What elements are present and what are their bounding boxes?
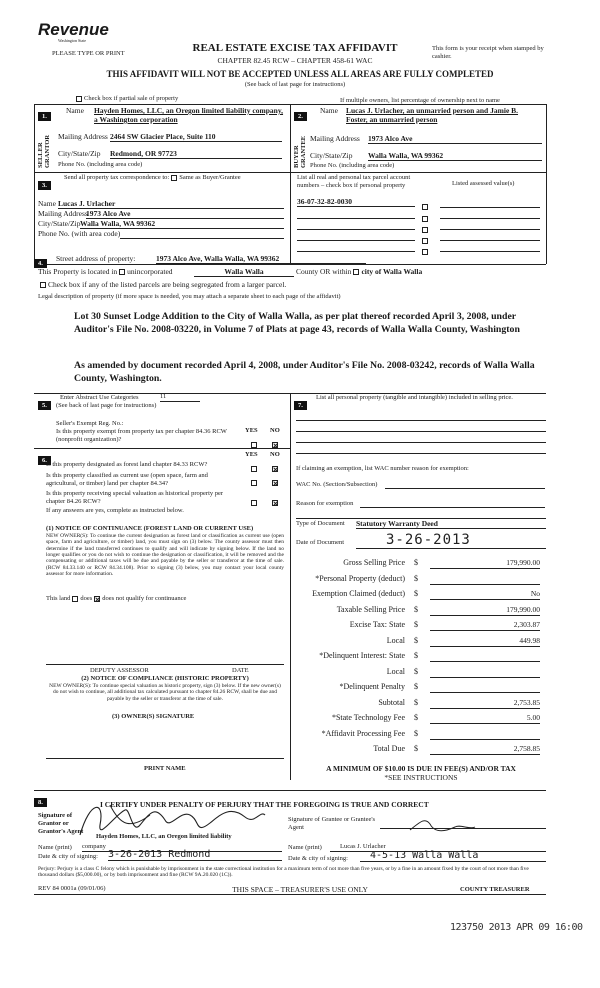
q-answers: If any answers are yes, complete as instructed below.	[46, 507, 184, 514]
historic-no-icon[interactable]	[272, 500, 278, 506]
reason-label: Reason for exemption	[296, 500, 354, 507]
tax-row-label: Local	[386, 666, 405, 676]
notice1-title: (1) NOTICE OF CONTINUANCE (FOREST LAND OR CURRENT USE)	[46, 525, 254, 532]
section-2-badge: 2.	[294, 112, 307, 121]
seller-name: Hayden Homes, LLC, an Oregon limited liability company, a Washington corporation	[94, 106, 284, 124]
notice2-title: (2) NOTICE OF COMPLIANCE (HISTORIC PROPERTY)	[81, 675, 249, 682]
located-label: This Property is located in	[38, 267, 118, 276]
print-name: PRINT NAME	[144, 765, 186, 772]
grantee-date: 4-5-13 Walla Walla	[360, 850, 546, 862]
minimum-note: A MINIMUM OF $10.00 IS DUE IN FEE(S) AND/OR TAX	[326, 764, 516, 773]
historic-yes-icon[interactable]	[251, 500, 257, 506]
grantee-name-label: Name (print)	[288, 844, 322, 851]
form-title: REAL ESTATE EXCISE TAX AFFIDAVIT	[192, 42, 398, 54]
seller-city-label: City/State/Zip	[58, 149, 101, 158]
tax-row-label: Gross Selling Price	[343, 558, 405, 567]
tax-row-dollar: $	[414, 635, 418, 645]
forest-no-icon[interactable]	[272, 466, 278, 472]
doc-date: 3-26-2013	[356, 532, 546, 549]
personal-property-label: List all personal property (tangible and intangible) included in selling price.	[316, 394, 513, 401]
tax-row-label: Total Due	[373, 744, 405, 753]
partial-sale-check[interactable]	[74, 95, 178, 103]
section-8-badge: 8.	[34, 798, 47, 807]
buyer-city: Walla Walla, WA 99362	[368, 151, 542, 161]
seller-address: 2464 SW Glacier Place, Suite 110	[110, 132, 282, 142]
grantor-date: 3-26-2013 Redmond	[108, 849, 282, 861]
tax-row-label: Excise Tax: State	[349, 620, 405, 629]
logo-text: Revenue	[38, 20, 109, 39]
partial-label: Check box if partial sale of property	[84, 95, 179, 102]
sig-grantor-label: Signature of Grantor or Grantor's Agent	[38, 812, 84, 835]
corr-address-label: Mailing Address	[38, 209, 88, 218]
q-forest: Is this property designated as forest land chapter 84.33 RCW?	[46, 461, 208, 468]
parcel-checkbox-icon[interactable]	[422, 249, 428, 255]
tax-row-dollar: $	[414, 682, 418, 691]
perjury-note: Perjury: Perjury is a class C felony which is punishable by imprisonment in the state correctional institution for a maximum term of not more than five years, or by a fine in an amount fixed by the court of not more than five thousand dollars ($5,000.00), or by both imprisonment and fine (RCW 9A.20.020 (1C)).	[38, 866, 529, 879]
city-of-label: city of Walla Walla	[361, 267, 423, 276]
buyer-phone-label: Phone No. (including area code)	[310, 162, 395, 169]
buyer-side-label: BUYER GRANTEE	[293, 135, 307, 168]
buyer-name: Lucas J. Urlacher, an unmarried person and Jamie B. Foster, an unmarried person	[346, 106, 519, 124]
receipt-stamp: 123750 2013 APR 09 16:00	[450, 922, 583, 933]
tax-row-label: *Affidavit Processing Fee	[321, 728, 405, 738]
grantee-date-label: Date & city of signing:	[288, 855, 348, 862]
county-name: Walla Walla	[194, 267, 294, 277]
city-checkbox-icon[interactable]	[353, 269, 359, 275]
does-checkbox-icon[interactable]	[72, 596, 78, 602]
tax-row-amount: 2,303.87	[430, 620, 540, 631]
tax-row-label: Taxable Selling Price	[336, 604, 405, 614]
tax-row-amount: 449.98	[430, 636, 540, 647]
seller-side-label: SELLER GRANTOR	[37, 134, 51, 168]
tax-row-dollar: $	[414, 558, 418, 567]
doc-type-label: Type of Document	[296, 520, 345, 527]
street-label: Street address of property:	[56, 254, 136, 263]
grantor-company: Hayden Homes, LLC, an Oregon limited liability	[96, 833, 232, 840]
unincorp-checkbox-icon[interactable]	[119, 269, 125, 275]
tax-row-label: *State Technology Fee	[331, 713, 405, 722]
rev-number: REV 84 0001a (09/01/06)	[38, 885, 106, 892]
tax-row-dollar: $	[414, 728, 418, 738]
legal-label: Legal description of property (if more space is needed, you may attach a separate sheet to each page of the affidavit)	[38, 293, 341, 300]
legal-description-1: Lot 30 Sunset Lodge Addition to the City of Walla Walla, as per plat thereof recorded April 3, 2008, under Auditor's File No. 2008-03220, in Volume 7 of Plats at page 43, records of Walla Walla County, Washington	[74, 311, 520, 335]
notice1-text: NEW OWNER(S): To continue the current designation as forest land or classification as current use (open space, farm and agriculture, or timber) land, you must sign on (3) below. The county assessor must then determine if the land transferred continues to qualify and will indicate by signing below. If the land no longer qualifies or you do not wish to continue the designation or classification, it will be removed and the compensating or additional taxes will be due and payable by the seller or transferor at the time of sale. (RCW 84.33.140 or RCW 84.34.108). Prior to signing (3) below, you may contact your local county assessor for more information.	[46, 533, 284, 577]
tax-row-dollar: $	[414, 589, 418, 598]
tax-row-amount	[430, 574, 540, 585]
corr-city-label: City/State/Zip	[38, 219, 81, 228]
does-label: does	[80, 595, 93, 602]
tax-row-amount: 179,990.00	[430, 558, 540, 569]
sig-grantee-label: Signature of Grantee or Grantee's Agent	[288, 816, 376, 831]
current-no-icon[interactable]	[272, 480, 278, 486]
section-5-badge: 5.	[38, 401, 51, 410]
seller-city: Redmond, OR 97723	[110, 149, 282, 159]
does-not-label: does not qualify for continuance	[102, 595, 187, 602]
deputy-date: DATE	[232, 667, 249, 674]
notice2-text: NEW OWNER(S): To continue special valuation as historic property, sign (3) below. If the new owner(s) do not wish to continue, all additional tax calculated pursuant to chapter 84.26 RCW, shall be due and payable by the seller or transferor at the time of sale.	[49, 683, 281, 702]
buyer-city-label: City/State/Zip	[310, 151, 353, 160]
please-type: PLEASE TYPE OR PRINT	[52, 50, 125, 57]
corr-city: Walla Walla, WA 99362	[80, 219, 284, 229]
buyer-name-label: Name	[320, 106, 338, 115]
county-or-label: County OR within	[296, 267, 352, 276]
tax-row-dollar: $	[414, 651, 418, 660]
grantor-name-label: Name (print)	[38, 844, 72, 851]
grantee-signature	[400, 812, 480, 837]
tax-row-amount: No	[430, 589, 540, 600]
tax-row-dollar: $	[414, 604, 418, 614]
section-4-badge: 4.	[34, 259, 47, 268]
tax-row-amount: 2,753.85	[430, 698, 540, 709]
checkbox-icon[interactable]	[76, 96, 82, 102]
tax-row-dollar: $	[414, 697, 418, 707]
doc-date-label: Date of Document	[296, 539, 345, 546]
tax-row-dollar: $	[414, 666, 418, 676]
tax-row-amount: 2,758.85	[430, 744, 540, 755]
seller-name-label: Name	[66, 106, 84, 115]
receipt-note: This form is your receipt when stamped by cashier.	[432, 45, 544, 60]
tax-row-label: *Delinquent Interest: State	[319, 651, 405, 660]
same-checkbox-icon[interactable]	[171, 175, 177, 181]
section-7-badge: 7.	[294, 401, 307, 410]
certify: I CERTIFY UNDER PENALTY OF PERJURY THAT THE FOREGOING IS TRUE AND CORRECT	[100, 800, 429, 809]
multiple-owners-note: If multiple owners, list percentage of ownership next to name	[340, 97, 500, 104]
yes-head: YES	[245, 427, 258, 434]
tax-row-amount: 5.00	[430, 713, 540, 724]
tax-row-label: *Delinquent Penalty	[339, 682, 405, 691]
send-correspondence	[64, 174, 241, 182]
q-exempt: Is this property exempt from property tax per chapter 84.36 RCW (nonprofit organization)?	[56, 428, 227, 443]
s6-no: NO	[270, 451, 280, 458]
buyer-address-label: Mailing Address	[310, 134, 360, 143]
legal-description-2: As amended by document recorded April 4, 2008, under Auditor's File No. 2008-03242, records of Walla Walla County, Washington.	[74, 360, 535, 384]
warning: THIS AFFIDAVIT WILL NOT BE ACCEPTED UNLESS ALL AREAS ARE FULLY COMPLETED	[106, 69, 494, 79]
grantor-date-label: Date & city of signing:	[38, 853, 98, 860]
tax-row-amount	[430, 651, 540, 662]
see-instructions: *SEE INSTRUCTIONS	[384, 773, 458, 782]
q-current-use: Is this property classified as current use (open space, farm and agricultural, or timber) land per chapter 84.34?	[46, 472, 208, 487]
tax-row-amount	[430, 682, 540, 693]
abstract-see: (See back of last page for instructions)	[56, 402, 157, 409]
tax-row-label: *Personal Property (deduct)	[315, 573, 405, 583]
tax-row-label: Local	[386, 635, 405, 645]
tax-row-amount	[430, 667, 540, 678]
seller-phone-label: Phone No. (including area code)	[58, 161, 143, 168]
street-address: 1973 Alco Ave, Walla Walla, WA 99362	[156, 254, 366, 264]
logo-subtext: Washington State	[58, 38, 87, 43]
chapter: CHAPTER 82.45 RCW – CHAPTER 458-61 WAC	[217, 56, 373, 65]
segregated-check	[38, 280, 286, 289]
tax-row-dollar: $	[414, 573, 418, 583]
abstract-label: Enter Abstract Use Categories	[60, 394, 139, 401]
unincorp-label: unincorporated	[127, 267, 173, 276]
doc-type: Statutory Warranty Deed	[356, 519, 546, 529]
parcel-number: 36-07-32-82-0030	[297, 197, 415, 207]
tax-row-label: Subtotal	[378, 697, 405, 707]
parcel-heading: List all real and personal tax parcel account numbers – check box if personal property	[297, 174, 411, 189]
current-yes-icon[interactable]	[251, 480, 257, 486]
county-or	[296, 267, 422, 276]
exempt-reg: Seller's Exempt Reg. No.:	[56, 420, 124, 427]
exemption-label: If claiming an exemption, list WAC number reason for exemption:	[296, 465, 469, 472]
corr-name: Lucas J. Urlacher	[58, 199, 284, 209]
tax-row-dollar: $	[414, 713, 418, 722]
buyer-address: 1973 Alco Ave	[368, 134, 542, 144]
tax-row-dollar: $	[414, 620, 418, 629]
tax-row-amount	[430, 729, 540, 740]
see-back: (See back of last page for instructions)	[244, 81, 346, 88]
tax-row-dollar: $	[414, 744, 418, 753]
segregated-label: Check box if any of the listed parcels are being segregated from a larger parcel.	[48, 280, 287, 289]
send-label: Send all property tax correspondence to:	[64, 174, 170, 181]
same-label: Same as Buyer/Grantee	[179, 174, 241, 181]
land-qualify	[46, 595, 186, 603]
section-6-badge: 6.	[38, 456, 51, 465]
s6-yes: YES	[245, 451, 258, 458]
seller-address-label: Mailing Address	[58, 132, 108, 141]
no-head: NO	[270, 427, 280, 434]
this-land-label: This land	[46, 595, 71, 602]
corr-address: 1973 Alco Ave	[86, 209, 284, 219]
deputy-assessor: DEPUTY ASSESSOR	[90, 667, 149, 674]
grantor-name: company	[82, 843, 282, 852]
corr-name-label: Name	[38, 199, 56, 208]
owner-signature: (3) OWNER(S) SIGNATURE	[112, 713, 195, 720]
location-line	[38, 267, 173, 276]
abstract-value: 11	[160, 393, 200, 402]
does-not-checkbox-icon[interactable]	[94, 596, 100, 602]
section-3-badge: 3.	[38, 181, 51, 190]
wac-label: WAC No. (Section/Subsection)	[296, 481, 378, 488]
assessed-heading: Listed assessed value(s)	[452, 180, 515, 187]
segregated-checkbox-icon[interactable]	[40, 282, 46, 288]
section-1-badge: 1.	[38, 112, 51, 121]
grantee-name: Lucas J. Urlacher	[330, 843, 546, 852]
tax-row-label: Exemption Claimed (deduct)	[312, 589, 405, 598]
corr-phone-label: Phone No. (with area code)	[38, 229, 121, 238]
tax-row-amount: 179,990.00	[430, 605, 540, 616]
q-historic: Is this property receiving special valuation as historical property per chapter 84.26 RCW?	[46, 490, 224, 505]
treasurer-space: THIS SPACE – TREASURER'S USE ONLY	[232, 885, 368, 894]
county-treasurer: COUNTY TREASURER	[460, 886, 530, 893]
forest-yes-icon[interactable]	[251, 466, 257, 472]
revenue-logo	[38, 20, 109, 43]
